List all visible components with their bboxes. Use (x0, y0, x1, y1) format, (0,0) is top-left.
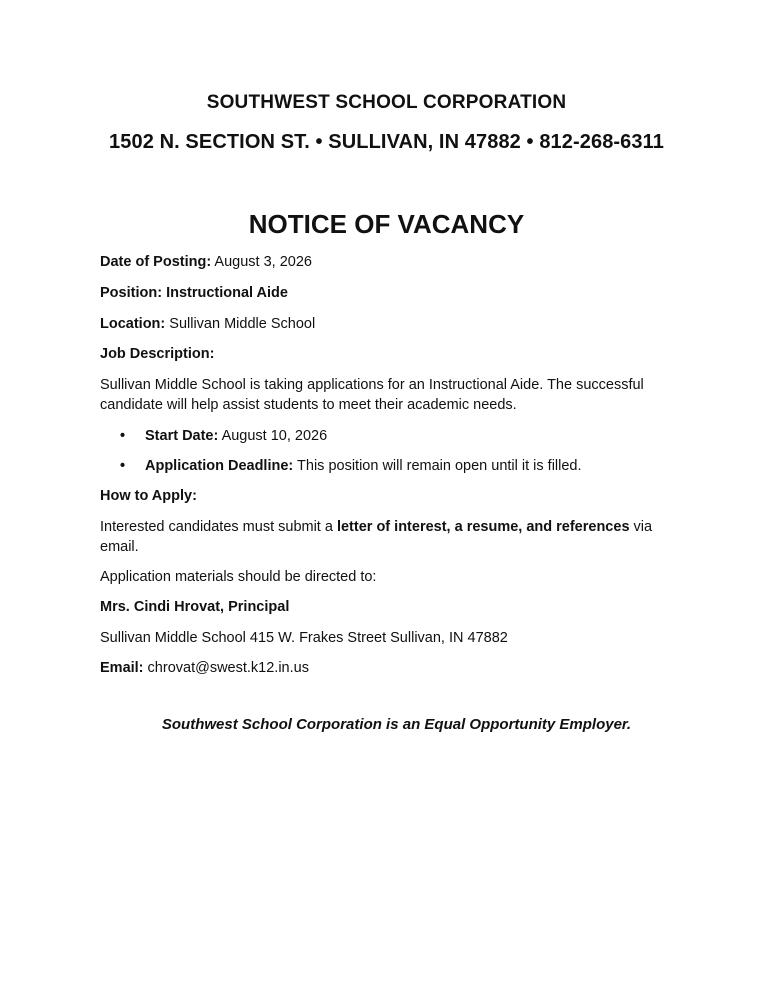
intro-required-documents: letter of interest, a resume, and references (336, 519, 630, 535)
location-label: Location: (100, 316, 166, 332)
deadline-label: Application Deadline: (145, 458, 294, 474)
start-date-label: Start Date: (145, 428, 219, 444)
contact-address: Sullivan Middle School 415 W. Frakes Street Sullivan, IN 47882 (100, 630, 508, 646)
date-of-posting-label: Date of Posting: (100, 254, 212, 270)
contact-email (100, 658, 700, 678)
notice-title: NOTICE OF VACANCY (248, 209, 525, 239)
date-of-posting (100, 252, 700, 272)
organization-address: 1502 N. SECTION ST. • SULLIVAN, IN 47882 • 812-268-6311 (109, 131, 664, 153)
email-label: Email: (100, 660, 144, 676)
equal-opportunity-statement: Southwest School Corporation is an Equal Opportunity Employer. (161, 716, 632, 733)
organization-name: SOUTHWEST SCHOOL CORPORATION (206, 92, 567, 113)
location (100, 314, 700, 334)
job-description-heading: Job Description: (100, 346, 215, 362)
job-description-text: Sullivan Middle School is taking applications for an Instructional Aide. The successful candidate will help assist students to meet their academic needs. (100, 377, 644, 413)
position-label: Position: (100, 285, 163, 301)
bullet-icon: • (120, 458, 126, 474)
bullet-icon: • (120, 428, 126, 444)
how-to-apply-heading: How to Apply: (100, 488, 197, 504)
location-value: Sullivan Middle School (169, 316, 316, 332)
date-of-posting-value: August 3, 2026 (214, 254, 312, 270)
bullet-application-deadline (120, 456, 700, 476)
bullet-start-date (120, 426, 700, 446)
directed-to-text: Application materials should be directed to: (100, 569, 377, 585)
start-date-value: August 10, 2026 (221, 428, 328, 444)
deadline-value: This position will remain open until it is filled. (297, 458, 582, 474)
position-value: Instructional Aide (166, 285, 288, 301)
intro-text-after: via email. (100, 519, 653, 555)
intro-text-before: Interested candidates must submit a (100, 519, 333, 535)
email-value: chrovat@swest.k12.in.us (147, 660, 309, 676)
contact-name: Mrs. Cindi Hrovat, Principal (100, 599, 290, 615)
how-to-apply-intro (100, 517, 690, 557)
position (100, 283, 700, 303)
